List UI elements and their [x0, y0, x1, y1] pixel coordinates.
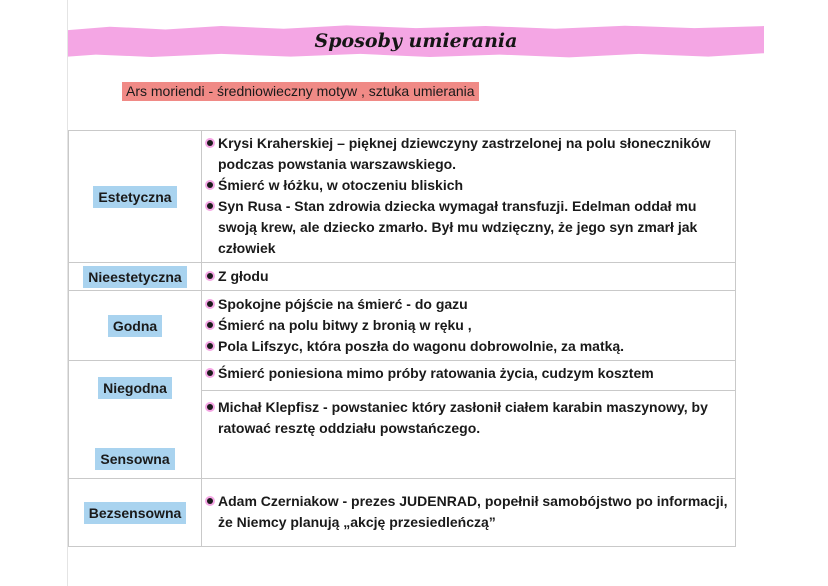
row-divider	[202, 390, 735, 391]
row-label-cell	[69, 131, 202, 263]
row-content-cell	[202, 479, 736, 547]
item-list	[204, 266, 729, 287]
death-types-table	[68, 130, 736, 547]
list-item: Michał Klepfisz - powstaniec który zasłonił ciałem karabin maszynowy, by ratować resztę oddziału powstańczego.	[204, 397, 729, 439]
row-label-cell	[69, 479, 202, 547]
label-stack	[71, 377, 199, 470]
item-list	[204, 133, 729, 259]
subtitle-banner: Ars moriendi - średniowieczny motyw , sztuka umierania	[122, 82, 479, 101]
row-label: Bezsensowna	[84, 502, 187, 524]
list-item: Adam Czerniakow - prezes JUDENRAD, popełnił samobójstwo po informacji, że Niemcy planują „akcję przesiedleńczą”	[204, 491, 729, 533]
row-label-cell	[69, 291, 202, 361]
row-label: Godna	[108, 315, 162, 337]
page-title: Sposoby umierania	[314, 30, 518, 52]
item-list	[204, 397, 729, 439]
item-list	[204, 491, 729, 533]
list-item: Syn Rusa - Stan zdrowia dziecka wymagał transfuzji. Edelman oddał mu swoją krew, ale dziecko zmarło. Był mu wdzięczny, że jego syn zmarł jak człowiek	[204, 196, 729, 259]
row-label: Nieestetyczna	[83, 266, 186, 288]
list-item: Spokojne pójście na śmierć - do gazu	[204, 294, 729, 315]
row-label-cell	[69, 263, 202, 291]
table-row	[69, 131, 736, 263]
row-label: Niegodna	[98, 377, 172, 399]
row-label-cell	[69, 361, 202, 479]
table-row	[69, 291, 736, 361]
row-label: Estetyczna	[93, 186, 176, 208]
row-content-cell	[202, 131, 736, 263]
row-content-cell	[202, 361, 736, 479]
row-content-cell	[202, 263, 736, 291]
table-row	[69, 479, 736, 547]
item-list	[204, 363, 729, 384]
table-row	[69, 263, 736, 291]
item-list	[204, 294, 729, 357]
row-content-cell	[202, 291, 736, 361]
list-item: Śmierć na polu bitwy z bronią w ręku ,	[204, 315, 729, 336]
list-item: Śmierć poniesiona mimo próby ratowania życia, cudzym kosztem	[204, 363, 729, 384]
table-row	[69, 361, 736, 479]
list-item: Śmierć w łóżku, w otoczeniu bliskich	[204, 175, 729, 196]
list-item: Krysi Kraherskiej – pięknej dziewczyny zastrzelonej na polu słoneczników podczas powstania warszawskiego.	[204, 133, 729, 175]
row-label: Sensowna	[95, 448, 174, 470]
list-item: Pola Lifszyc, która poszła do wagonu dobrowolnie, za matką.	[204, 336, 729, 357]
list-item: Z głodu	[204, 266, 729, 287]
